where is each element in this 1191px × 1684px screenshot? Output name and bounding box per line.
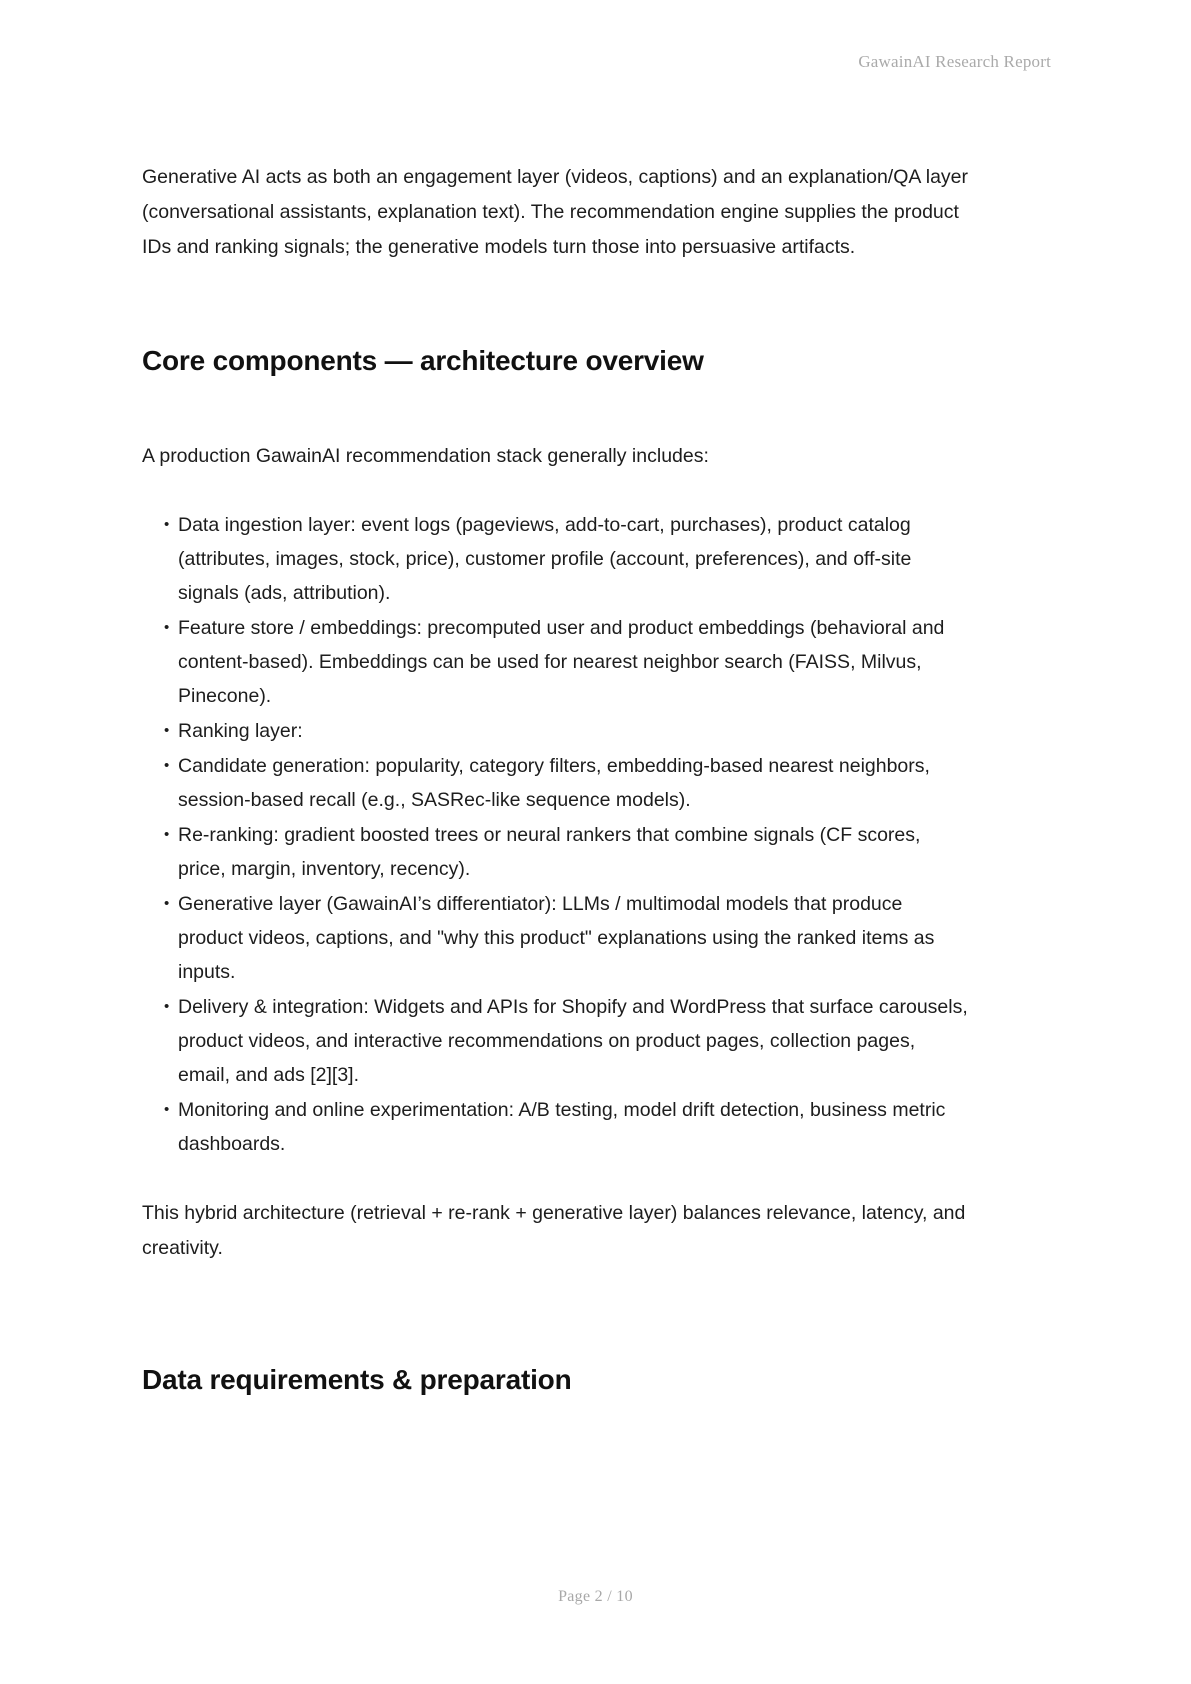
- running-header-title: GawainAI Research Report: [858, 52, 1051, 71]
- list-item: [164, 714, 972, 748]
- page-number-footer: Page 2 / 10: [558, 1588, 633, 1605]
- list-item: [164, 749, 972, 817]
- bullet-dot-icon: •: [164, 895, 170, 912]
- list-item: [164, 1093, 972, 1161]
- bullet-dot-icon: •: [164, 516, 170, 533]
- list-item-label: Ranking layer:: [178, 720, 303, 742]
- lead-in-paragraph: A production GawainAI recommendation stack generally includes:: [142, 445, 709, 467]
- bullet-dot-icon: •: [164, 998, 170, 1015]
- bullet-dot-icon: •: [164, 757, 170, 774]
- bullet-dot-icon: •: [164, 722, 170, 739]
- architecture-bullet-list: [142, 508, 972, 1161]
- list-item-label: Delivery & integration: Widgets and APIs for Shopify and WordPress that surface carousels, product videos, and interactive recommendations on product pages, collection pages, email, and ads [2][3].: [178, 996, 968, 1086]
- bullet-dot-icon: •: [164, 826, 170, 843]
- list-item-label: Feature store / embeddings: precomputed user and product embeddings (behavioral and content-based). Embeddings can be used for nearest neighbor search (FAISS, Milvus, Pinecone).: [178, 617, 945, 707]
- closing-paragraph: This hybrid architecture (retrieval + re-rank + generative layer) balances relevance, latency, and creativity.: [142, 1202, 966, 1259]
- list-item: [164, 990, 972, 1092]
- list-item: [164, 611, 972, 713]
- list-item: [164, 508, 972, 610]
- list-item-label: Candidate generation: popularity, category filters, embedding-based nearest neighbors, session-based recall (e.g., SASRec-like sequence models).: [178, 755, 930, 811]
- page-content: [142, 160, 972, 1398]
- bullet-dot-icon: •: [164, 619, 170, 636]
- spacer: [142, 1266, 972, 1362]
- spacer: [142, 474, 972, 508]
- list-item-label: Generative layer (GawainAI’s differentiator): LLMs / multimodal models that produce product videos, captions, and "why this product" explanations using the ranked items as inputs.: [178, 893, 935, 983]
- section-heading-core-components: Core components — architecture overview: [142, 345, 704, 376]
- bullet-dot-icon: •: [164, 1101, 170, 1118]
- list-item: [164, 818, 972, 886]
- list-item-label: Re-ranking: gradient boosted trees or neural rankers that combine signals (CF scores, price, margin, inventory, recency).: [178, 824, 921, 880]
- spacer: [142, 265, 972, 343]
- spacer: [142, 379, 972, 439]
- intro-paragraph: Generative AI acts as both an engagement layer (videos, captions) and an explanation/QA layer (conversational assistants, explanation text). The recommendation engine supplies the product IDs and ranking signals; the generative models turn those into persuasive artifacts.: [142, 166, 969, 258]
- list-item: [164, 887, 972, 989]
- spacer: [142, 1162, 972, 1196]
- section-heading-data-requirements: Data requirements & preparation: [142, 1364, 572, 1395]
- list-item-label: Data ingestion layer: event logs (pageviews, add-to-cart, purchases), product catalog (attributes, images, stock, price), customer profile (account, preferences), and off-site signals (ads, attribution).: [178, 514, 912, 604]
- list-item-label: Monitoring and online experimentation: A/B testing, model drift detection, business metric dashboards.: [178, 1099, 946, 1155]
